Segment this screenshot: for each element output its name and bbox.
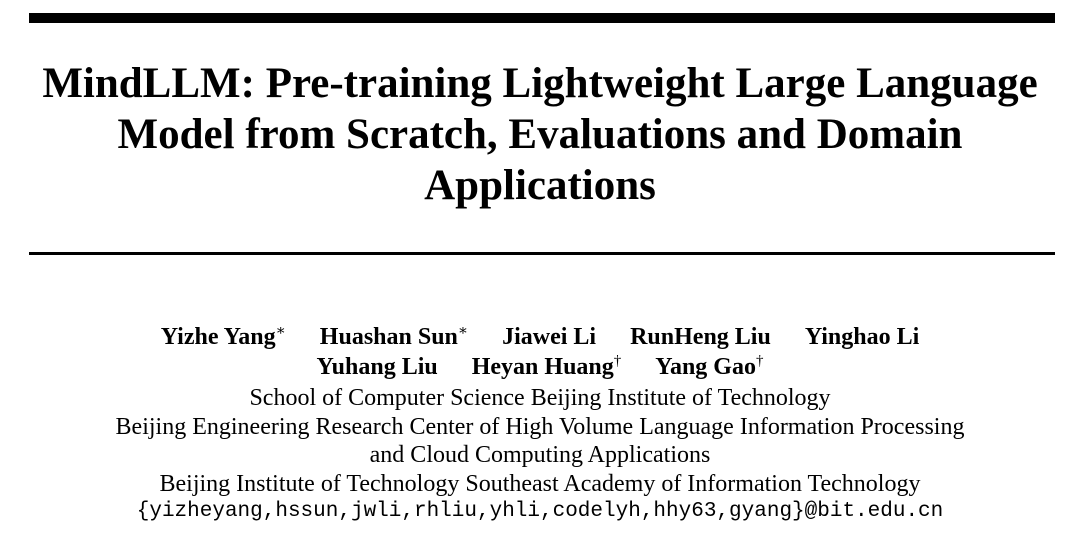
author — [320, 322, 468, 352]
author-name: Yizhe Yang — [160, 324, 276, 350]
author-name: Jiawei Li — [502, 324, 597, 350]
author — [161, 322, 286, 352]
affiliation-line: and Cloud Computing Applications — [369, 442, 711, 468]
paper-title — [0, 58, 1080, 211]
affiliation-line: Beijing Engineering Research Center of High Volume Language Information Processing — [115, 413, 965, 440]
top-rule — [29, 13, 1055, 23]
author — [630, 322, 771, 352]
author-line-2 — [0, 352, 1080, 382]
affiliations — [0, 384, 1080, 527]
author-emails: {yizheyang,hssun,jwli,rhliu,yhli,codelyh,hhy63,gyang}@bit.edu.cn — [136, 500, 944, 523]
corresponding-author-mark: † — [613, 353, 622, 369]
author-name: Yang Gao — [655, 354, 756, 380]
author-name: RunHeng Liu — [630, 324, 771, 350]
title-line-3: Applications — [424, 162, 656, 209]
author-list — [0, 322, 1080, 382]
title-line-2: Model from Scratch, Evaluations and Domain — [117, 111, 963, 158]
author — [317, 352, 438, 382]
bottom-rule — [29, 252, 1055, 255]
author-line-1 — [0, 322, 1080, 352]
affiliation-line: School of Computer Science Beijing Institute of Technology — [249, 385, 831, 411]
equal-contribution-mark: ∗ — [275, 323, 286, 339]
title-line-1: MindLLM: Pre-training Lightweight Large Language — [42, 60, 1038, 107]
corresponding-author-mark: † — [755, 353, 764, 369]
author-name: Heyan Huang — [471, 354, 614, 380]
affiliation-line: Beijing Institute of Technology Southeast Academy of Information Technology — [159, 470, 921, 497]
author — [805, 322, 919, 352]
author-name: Huashan Sun — [319, 324, 458, 350]
equal-contribution-mark: ∗ — [457, 323, 469, 339]
author — [655, 352, 763, 382]
author — [502, 322, 596, 352]
author-name: Yinghao Li — [804, 324, 920, 350]
author — [472, 352, 622, 382]
author-name: Yuhang Liu — [316, 354, 438, 380]
